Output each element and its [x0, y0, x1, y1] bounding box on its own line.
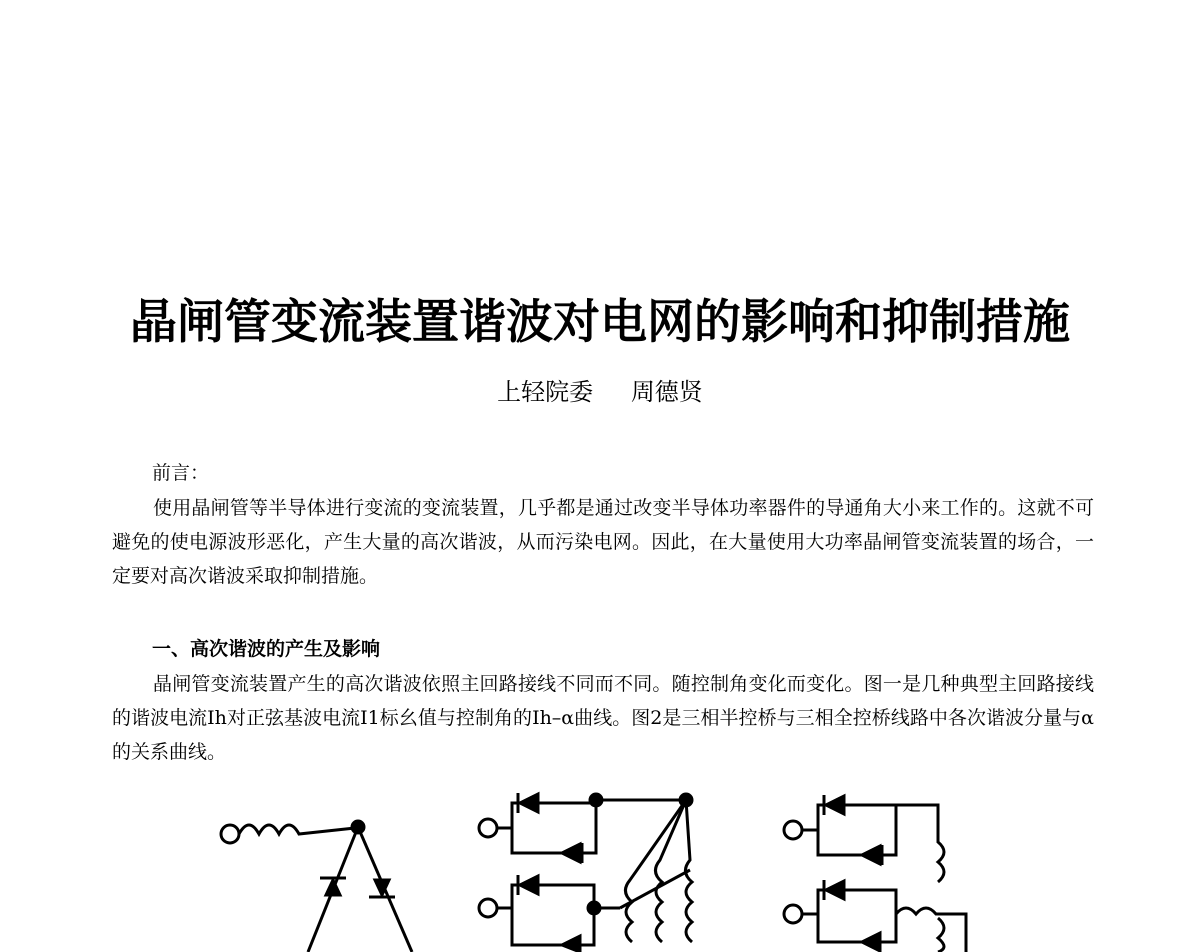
circuit-diagrams-figure: [0, 780, 1200, 952]
author-affiliation: 上轻院委: [497, 378, 594, 406]
author-name: 周德贤: [630, 378, 703, 406]
article-title: 晶闸管变流装置谐波对电网的影响和抑制措施: [130, 295, 1070, 350]
preface-paragraph: 使用晶闸管等半导体进行变流的变流装置，几乎都是通过改变半导体功率器件的导通角大小来工作的。这就不可避免的使电源波形恶化，产生大量的高次谐波，从而污染电网。因此，在大量使用大功率晶闸管变流装置的场合，一定要对高次谐波采取抑制措施。: [112, 497, 1094, 587]
circuit-diagram-1: [221, 821, 412, 952]
section-heading: 一、高次谐波的产生及影响: [152, 638, 381, 660]
preface-label: 前言：: [152, 462, 210, 484]
author-line: [0, 372, 1200, 407]
section-paragraph: 晶闸管变流装置产生的高次谐波依照主回路接线不同而不同。随控制角变化而变化。图一是几种典型主回路接线的谐波电流Ih对正弦基波电流I1标幺值与控制角的Ih–α曲线。图2是三相半控桥与三相全控桥线路中各次谐波分量与α的关系曲线。: [112, 673, 1094, 763]
circuit-diagram-3: [784, 795, 966, 952]
circuit-diagram-2: [479, 793, 692, 952]
